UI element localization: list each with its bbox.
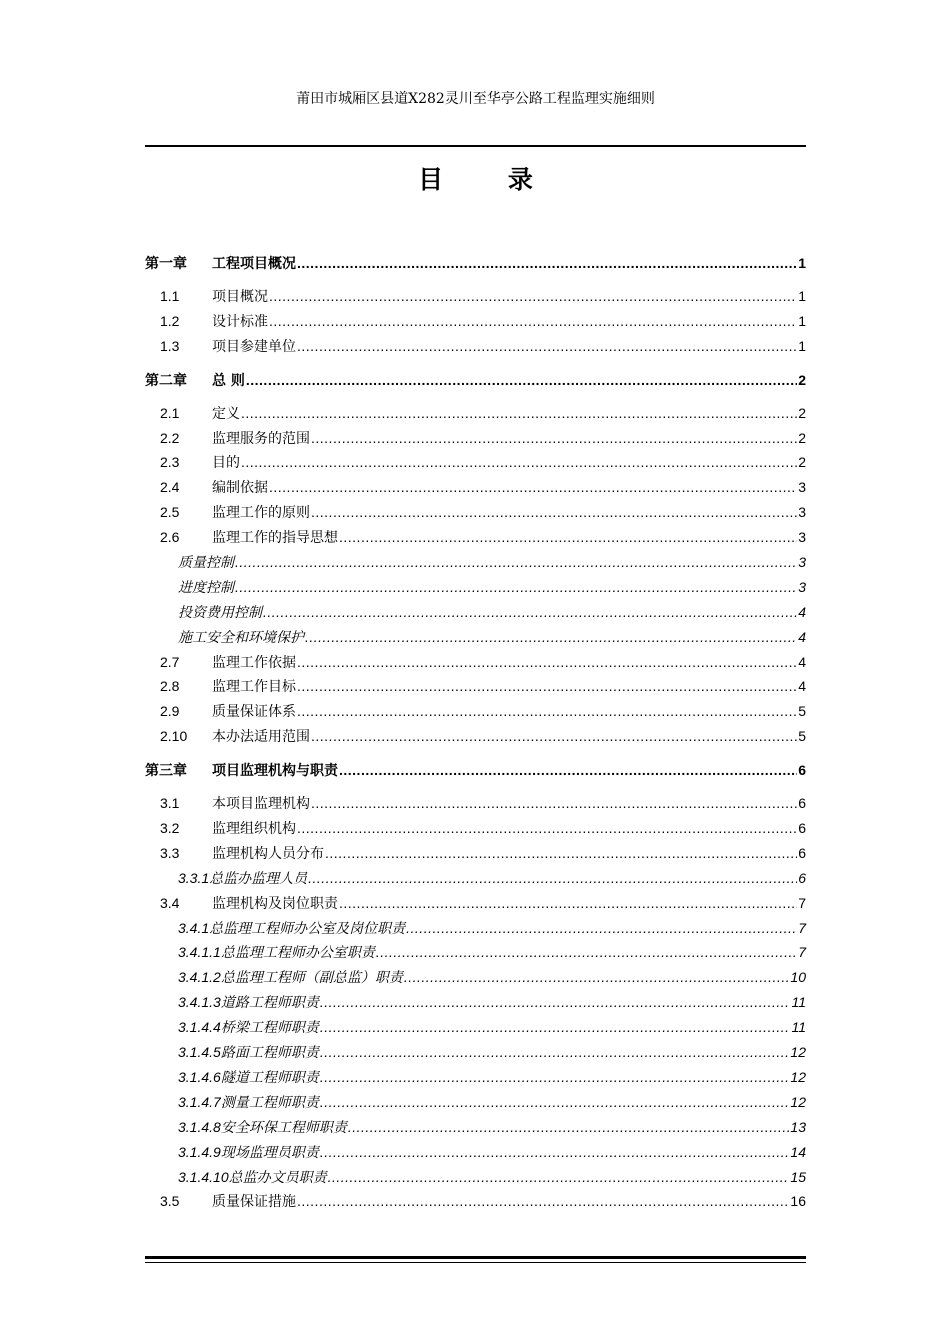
toc-entry-page: 6 [798, 762, 806, 779]
toc-entry[interactable] [145, 965, 806, 990]
toc-entry-title: 项目监理机构与职责 [212, 763, 338, 780]
toc-dot-leader [297, 650, 797, 675]
toc-entry-title: 测量工程师职责 [220, 1094, 319, 1111]
toc-entry-number: 2.7 [160, 653, 180, 670]
toc-entry[interactable] [145, 1115, 806, 1140]
toc-entry-title: 进度控制 [178, 579, 234, 596]
toc-entry[interactable] [145, 575, 806, 600]
toc-entry-page: 14 [790, 1143, 806, 1160]
toc-dot-leader [269, 309, 797, 334]
toc-entry-title: 目的 [212, 455, 240, 472]
toc-entry[interactable] [145, 791, 806, 816]
toc-dot-leader [297, 674, 797, 699]
toc-dot-leader [328, 1165, 790, 1190]
toc-entry-number: 3.1.4.8 [178, 1118, 221, 1135]
toc-entry-title: 安全环保工程师职责 [220, 1119, 347, 1136]
toc-dot-leader [406, 916, 797, 941]
toc-entry[interactable] [145, 699, 806, 724]
toc-entry[interactable] [145, 650, 806, 675]
toc-entry-page: 2 [798, 404, 806, 421]
toc-dot-leader [325, 841, 797, 866]
toc-entry-page: 6 [798, 795, 806, 812]
toc-entry-title: 监理工作的原则 [212, 505, 310, 522]
toc-entry[interactable] [145, 309, 806, 334]
toc-dot-leader [308, 866, 797, 891]
toc-entry-page: 3 [798, 578, 806, 595]
toc-entry-page: 4 [798, 628, 806, 645]
toc-entry[interactable] [145, 1140, 806, 1165]
toc-entry-number: 3.1.4.5 [178, 1044, 221, 1061]
toc-dot-leader [376, 940, 797, 965]
toc-entry-page: 7 [798, 944, 806, 961]
toc-dot-leader [241, 450, 797, 475]
toc-dot-leader [320, 1140, 790, 1165]
toc-entry[interactable] [145, 841, 806, 866]
footer-rule-thin [145, 1262, 806, 1263]
toc-entry-page: 4 [798, 653, 806, 670]
running-header: 莆田市城厢区县道X282灵川至华亭公路工程监理实施细则 [296, 91, 655, 107]
toc-entry-page: 5 [798, 703, 806, 720]
toc-entry-page: 12 [790, 1044, 806, 1061]
toc-entry-number: 3.2 [160, 820, 180, 837]
toc-entry[interactable] [145, 367, 806, 393]
toc-dot-leader [246, 367, 797, 393]
toc-entry-title: 质量保证措施 [212, 1194, 296, 1211]
toc-entry-page: 2 [798, 429, 806, 446]
toc-entry[interactable] [145, 724, 806, 749]
toc-entry-number: 3.4.1 [178, 919, 210, 936]
toc-entry-title: 监理机构及岗位职责 [212, 895, 338, 912]
toc-dot-leader [320, 990, 791, 1015]
toc-entry-number: 2.6 [160, 529, 180, 546]
toc-dot-leader [320, 1040, 790, 1065]
toc-dot-leader [311, 724, 797, 749]
toc-entry-page: 3 [798, 479, 806, 496]
toc-entry[interactable] [145, 674, 806, 699]
toc-entry-page: 11 [791, 994, 806, 1011]
toc-entry-title: 本办法适用范围 [212, 729, 310, 746]
toc-entry-number: 2.1 [160, 404, 180, 421]
toc-entry-number: 2.5 [160, 504, 180, 521]
toc-entry-page: 12 [790, 1093, 806, 1110]
toc-entry-title: 施工安全和环境保护 [178, 629, 304, 646]
toc-entry-page: 3 [798, 554, 806, 571]
toc-entry-number: 3.5 [160, 1193, 180, 1210]
toc-entry-title: 监理服务的范围 [212, 430, 310, 447]
toc-entry-number: 3.1 [160, 795, 180, 812]
toc-entry[interactable] [145, 1090, 806, 1115]
toc-entry-number: 2.9 [160, 703, 180, 720]
footer-rule-thick [145, 1256, 806, 1259]
toc-entry-number: 3.4 [160, 894, 180, 911]
toc-entry[interactable] [145, 940, 806, 965]
toc-dot-leader [311, 791, 797, 816]
toc-entry-title: 总监理工程师办公室及岗位职责 [209, 920, 406, 937]
toc-entry-page: 3 [798, 529, 806, 546]
toc-entry[interactable] [145, 450, 806, 475]
toc-dot-leader [235, 550, 797, 575]
toc-entry-page: 1 [798, 337, 806, 354]
toc-entry-page: 15 [790, 1168, 806, 1185]
toc-entry[interactable] [145, 401, 806, 426]
toc-entry-page: 1 [798, 312, 806, 329]
toc-entry-title: 监理组织机构 [212, 821, 296, 838]
header-rule [145, 145, 806, 147]
toc-entry[interactable] [145, 284, 806, 309]
toc-entry[interactable] [145, 1165, 806, 1190]
toc-dot-leader [297, 699, 797, 724]
toc-entry[interactable] [145, 757, 806, 783]
toc-entry-title: 总监理工程师办公室职责 [220, 945, 375, 962]
toc-entry-title: 总 则 [212, 372, 245, 389]
toc-entry[interactable] [145, 990, 806, 1015]
toc-entry-title: 总监办监理人员 [209, 870, 308, 887]
toc-entry-title: 桥梁工程师职责 [220, 1020, 319, 1037]
toc-dot-leader [311, 500, 797, 525]
toc-entry-number: 2.2 [160, 429, 180, 446]
toc-dot-leader [241, 401, 797, 426]
toc-entry[interactable] [145, 600, 806, 625]
toc-entry-page: 6 [798, 844, 806, 861]
toc-dot-leader [305, 625, 797, 650]
toc-entry-number: 3.4.1.2 [178, 969, 221, 986]
toc-entry-number: 第二章 [145, 372, 187, 389]
toc-dot-leader [339, 525, 797, 550]
toc-entry-page: 1 [798, 255, 806, 271]
toc-entry[interactable] [145, 525, 806, 550]
toc-dot-leader [297, 334, 797, 359]
toc-entry-page: 4 [798, 678, 806, 695]
toc-entry-page: 1 [798, 288, 806, 304]
toc-entry-number: 2.3 [160, 454, 180, 471]
toc-entry-number: 2.8 [160, 678, 180, 695]
toc-entry-title: 投资费用控制 [178, 604, 262, 621]
toc-dot-leader [348, 1115, 790, 1140]
toc-dot-leader [320, 1065, 790, 1090]
toc-entry[interactable] [145, 916, 806, 941]
toc-dot-leader [297, 250, 797, 276]
toc-entry-page: 6 [798, 820, 806, 837]
toc-entry-title: 现场监理员职责 [220, 1144, 319, 1161]
toc-entry-number: 2.10 [160, 728, 188, 745]
toc-entry-page: 7 [798, 894, 806, 911]
toc-entry-page: 11 [791, 1019, 806, 1036]
toc-entry-title: 监理机构人员分布 [212, 845, 324, 862]
toc-entry[interactable] [145, 426, 806, 451]
toc-entry-number: 1.3 [160, 337, 180, 354]
toc-entry-title: 本项目监理机构 [212, 796, 310, 813]
toc-entry-title: 监理工作的指导思想 [212, 530, 338, 547]
toc-entry-number: 2.4 [160, 479, 180, 496]
toc-entry[interactable] [145, 475, 806, 500]
toc-entry-number: 3.1.4.9 [178, 1143, 221, 1160]
toc-dot-leader [269, 475, 797, 500]
toc-entry-page: 7 [798, 919, 806, 936]
toc-entry-title: 项目概况 [212, 289, 268, 305]
toc-entry[interactable] [145, 500, 806, 525]
toc-dot-leader [320, 1015, 791, 1040]
toc-dot-leader [269, 284, 797, 309]
toc-entry-page: 16 [790, 1193, 806, 1210]
toc-entry-title: 总监理工程师（副总监）职责 [220, 970, 403, 987]
toc-entry-page: 5 [798, 728, 806, 745]
toc-entry-title: 质量保证体系 [212, 704, 296, 721]
toc-entry-title: 监理工作依据 [212, 654, 296, 671]
toc-entry-page: 2 [798, 371, 806, 388]
toc-entry-title: 监理工作目标 [212, 679, 296, 696]
toc-entry[interactable] [145, 334, 806, 359]
toc-entry-number: 3.1.4.4 [178, 1019, 221, 1036]
toc-entry-number: 3.1.4.10 [178, 1168, 229, 1185]
toc-dot-leader [339, 757, 797, 783]
toc-entry[interactable] [145, 250, 806, 276]
toc-entry-page: 3 [798, 504, 806, 521]
toc-entry-page: 6 [798, 869, 806, 886]
toc-entry[interactable] [145, 1065, 806, 1090]
toc-entry-page: 4 [798, 603, 806, 620]
toc-dot-leader [235, 575, 797, 600]
toc-entry[interactable] [145, 625, 806, 650]
toc-entry-number: 3.3.1 [178, 869, 210, 886]
toc-entry-number: 第三章 [145, 763, 187, 780]
table-of-contents [145, 250, 806, 1214]
toc-title: 目 录 [418, 165, 561, 194]
toc-entry-title: 道路工程师职责 [220, 995, 319, 1012]
toc-entry-title: 总监办文员职责 [228, 1169, 327, 1186]
toc-dot-leader [311, 426, 797, 451]
toc-dot-leader [297, 1189, 789, 1214]
toc-entry-number: 第一章 [145, 256, 187, 272]
toc-entry[interactable] [145, 866, 806, 891]
toc-entry-title: 定义 [212, 405, 240, 422]
toc-entry-title: 项目参建单位 [212, 338, 296, 355]
toc-entry[interactable] [145, 816, 806, 841]
toc-entry-title: 隧道工程师职责 [220, 1069, 319, 1086]
toc-entry-page: 12 [790, 1068, 806, 1085]
toc-entry-title: 路面工程师职责 [220, 1045, 319, 1062]
toc-dot-leader [263, 600, 797, 625]
toc-dot-leader [320, 1090, 790, 1115]
toc-dot-leader [339, 891, 797, 916]
toc-entry-title: 工程项目概况 [212, 256, 296, 272]
toc-entry-title: 质量控制 [178, 555, 234, 572]
toc-entry-title: 设计标准 [212, 313, 268, 330]
toc-dot-leader [404, 965, 790, 990]
toc-entry-number: 3.1.4.6 [178, 1068, 221, 1085]
toc-entry[interactable] [145, 1040, 806, 1065]
toc-entry-number: 3.4.1.1 [178, 944, 221, 961]
toc-entry[interactable] [145, 550, 806, 575]
toc-dot-leader [297, 816, 797, 841]
toc-entry[interactable] [145, 1189, 806, 1214]
toc-entry-title: 编制依据 [212, 480, 268, 497]
toc-entry-number: 3.4.1.3 [178, 994, 221, 1011]
toc-entry[interactable] [145, 891, 806, 916]
toc-entry-number: 3.1.4.7 [178, 1093, 221, 1110]
toc-entry-page: 10 [790, 969, 806, 986]
toc-entry-number: 1.1 [160, 288, 180, 304]
toc-entry[interactable] [145, 1015, 806, 1040]
toc-entry-number: 3.3 [160, 844, 180, 861]
toc-entry-page: 13 [790, 1118, 806, 1135]
toc-entry-number: 1.2 [160, 312, 180, 329]
toc-entry-page: 2 [798, 454, 806, 471]
